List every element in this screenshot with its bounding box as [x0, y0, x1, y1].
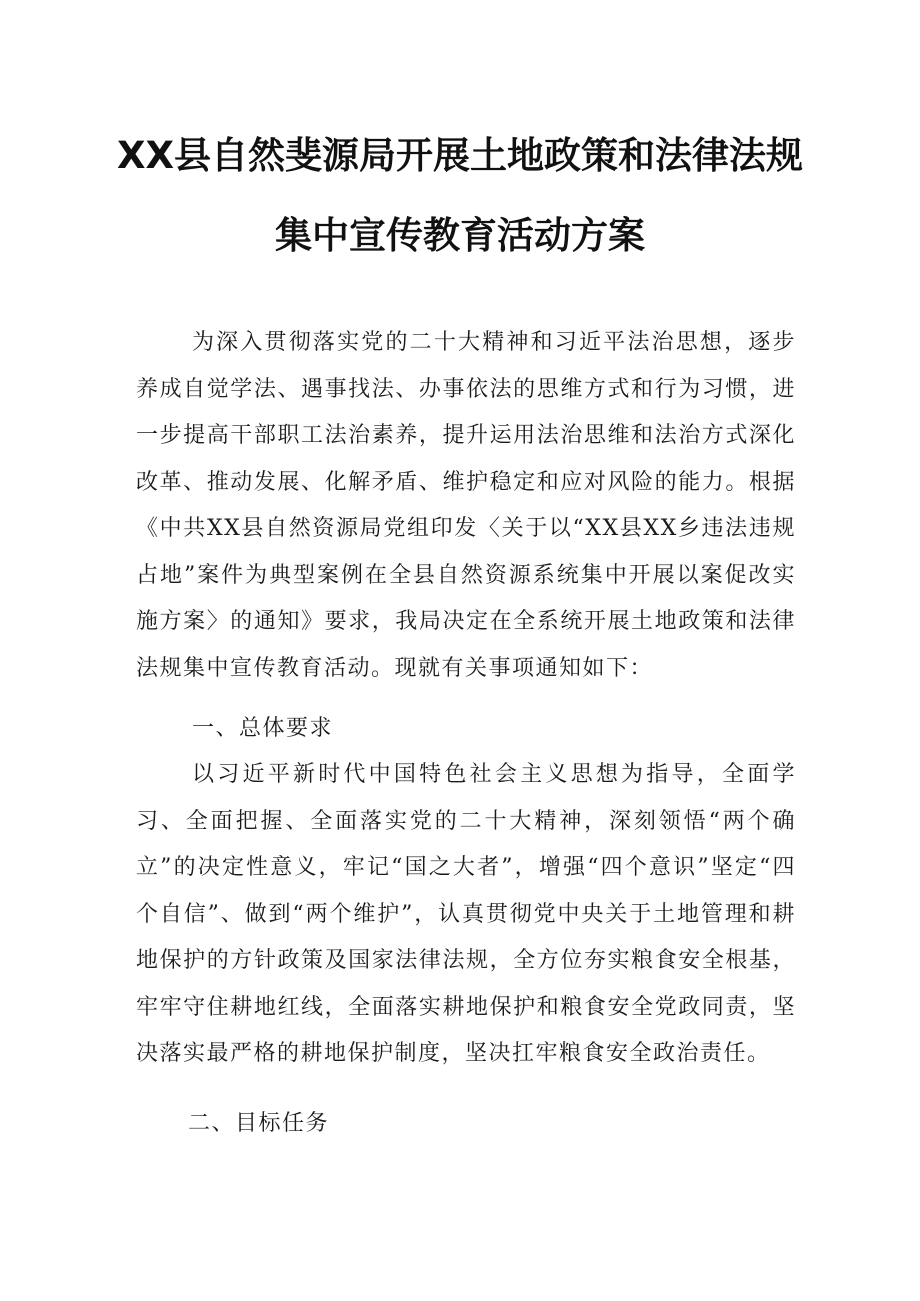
section-heading-goals-tasks: 二、目标任务	[188, 1111, 330, 1136]
section-paragraph-overall-requirements: 以习近平新时代中国特色社会主义思想为指导，全面学习、全面把握、全面落实党的二十大精神，深刻领悟“两个确立”的决定性意义，牢记“国之大者”，增强“四个意识”坚定“四个自信”、做到“两个维护”，认真贯彻党中央关于土地管理和耕地保护的方针政策及国家法律法规，全方位夯实粮食安全根基，牢牢守住耕地红线，全面落实耕地保护和粮食安全党政同责，坚决落实最严格的耕地保护制度，坚决扛牢粮食安全政治责任。	[136, 762, 796, 1066]
section-heading-overall-requirements: 一、总体要求	[192, 716, 334, 741]
document-title-line-2: 集中宣传教育活动方案	[275, 214, 645, 257]
document-title-line-1: XX县自然斐源局开展土地政策和法律法规	[116, 134, 804, 177]
intro-paragraph: 为深入贯彻落实党的二十大精神和习近平法治思想，逐步养成自觉学法、遇事找法、办事依法的思维方式和行为习惯，进一步提高干部职工法治素养，提升运用法治思维和法治方式深化改革、推动发展、化解矛盾、维护稳定和应对风险的能力。根据《中共XX县自然资源局党组印发〈关于以“XX县XX乡违法违规占地”案件为典型案例在全县自然资源系统集中开展以案促改实施方案〉的通知》要求，我局决定在全系统开展土地政策和法律法规集中宣传教育活动。现就有关事项通知如下：	[136, 330, 796, 681]
